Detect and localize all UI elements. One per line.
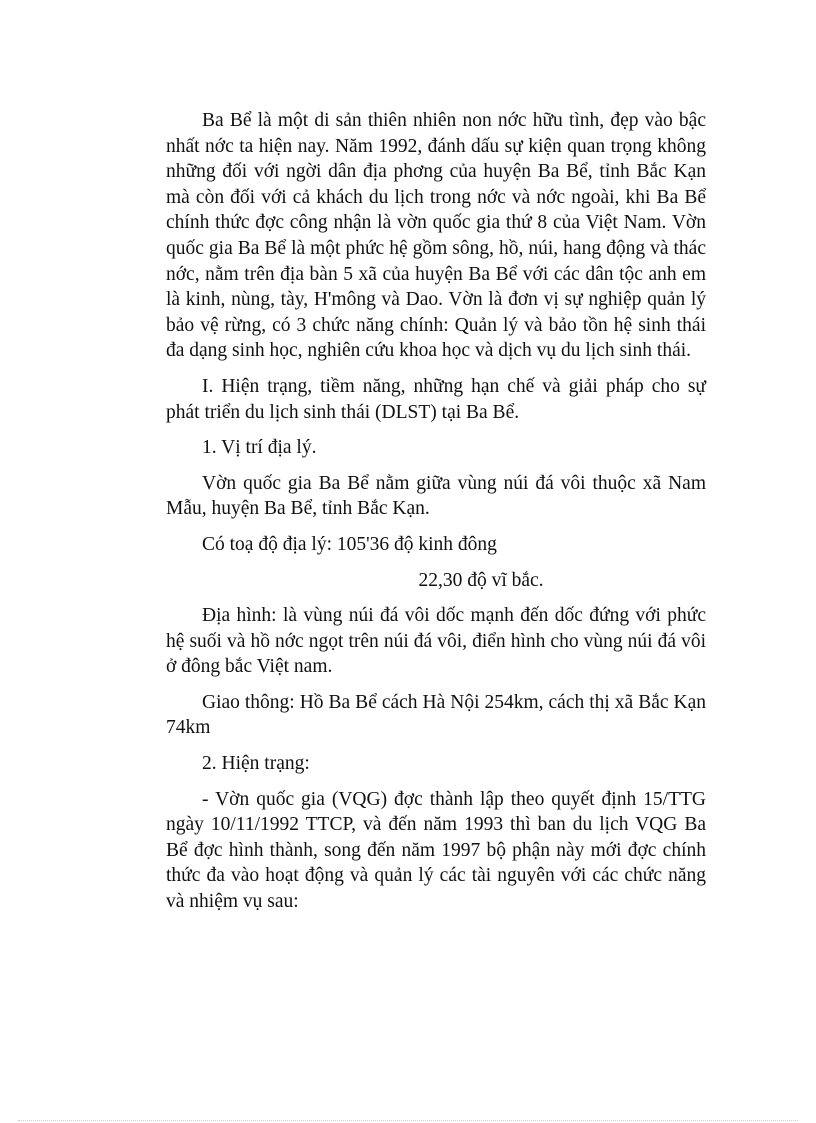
paragraph-establishment: - Vờn quốc gia (VQG) đợc thành lập theo quyết định 15/TTG ngày 10/11/1992 TTCP, và đến năm 1993 thì ban du lịch VQG Ba Bể đợc hình thành, song đến năm 1997 bộ phận này mới đợc chính thức đa vào hoạt động và quản lý các tài nguyên với các chức năng và nhiệm vụ sau: [166, 788, 706, 913]
paragraph-coordinates: Có toạ độ địa lý: 105'36 độ kinh đông [202, 533, 497, 555]
paragraph-terrain: Địa hình: là vùng núi đá vôi dốc mạnh đến dốc đứng với phức hệ suối và hồ nớc ngọt trên núi đá vôi, điển hình cho vùng núi đá vôi ở đông bắc Việt nam. [166, 605, 706, 678]
paragraph-transport: Giao thông: Hồ Ba Bể cách Hà Nội 254km, cách thị xã Bắc Kạn 74km [166, 691, 706, 739]
section-heading-1: I. Hiện trạng, tiềm năng, những hạn chế và giải pháp cho sự phát triển du lịch sinh thái (DLST) tại Ba Bể. [166, 375, 706, 423]
subheading-location: 1. Vị trí địa lý. [202, 437, 317, 459]
paragraph-latitude: 22,30 độ vĩ bắc. [418, 569, 544, 591]
paragraph-intro: Ba Bể là một di sản thiên nhiên non nớc hữu tình, đẹp vào bậc nhất nớc ta hiện nay. Năm 1992, đánh dấu sự kiện quan trọng không những đối với ngời dân địa phơng của huyện Ba Bể, tỉnh Bắc Kạn mà còn đối với cả khách du lịch trong nớc và nớc ngoài, khi Ba Bể chính thức đợc công nhận là vờn quốc gia thứ 8 của Việt Nam. Vờn quốc gia Ba Bể là một phức hệ gồm sông, hồ, núi, hang động và thác nớc, nằm trên địa bàn 5 xã của huyện Ba Bể với các dân tộc anh em là kinh, nùng, tày, H'mông và Dao. Vờn là đơn vị sự nghiệp quản lý bảo vệ rừng, có 3 chức năng chính: Quản lý và bảo tồn hệ sinh thái đa dạng sinh học, nghiên cứu khoa học và dịch vụ du lịch sinh thái. [166, 110, 706, 362]
paragraph-location: Vờn quốc gia Ba Bể nằm giữa vùng núi đá vôi thuộc xã Nam Mẫu, huyện Ba Bể, tỉnh Bắc Kạn. [166, 472, 706, 520]
subheading-current-state: 2. Hiện trạng: [202, 753, 310, 775]
document-body [166, 108, 706, 925]
page-bottom-divider [18, 1120, 798, 1121]
